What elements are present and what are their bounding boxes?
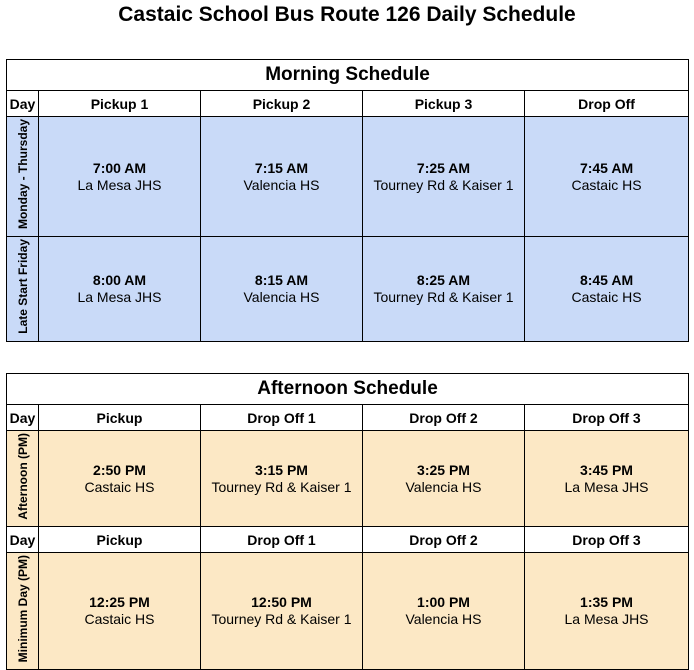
column-header: Drop Off 2	[363, 405, 525, 431]
stop-time: 2:50 PM	[93, 461, 146, 478]
schedule-cell	[525, 237, 689, 342]
schedule-cell	[201, 237, 363, 342]
stop-time: 7:15 AM	[254, 159, 309, 176]
day-label: Afternoon (PM)	[15, 432, 30, 520]
column-header-day: Day	[7, 91, 39, 117]
schedule-cell	[363, 553, 525, 670]
column-header: Drop Off 1	[201, 527, 363, 553]
schedule-cell	[525, 431, 689, 527]
schedule-cell	[363, 117, 525, 237]
stop-location: Castaic HS	[571, 176, 642, 193]
day-label: Minimum Day (PM)	[15, 554, 30, 663]
stop-location: Valencia HS	[405, 611, 482, 627]
table-row	[7, 553, 689, 670]
column-header: Drop Off 3	[525, 527, 689, 553]
day-cell	[7, 117, 39, 237]
column-header-day: Day	[7, 405, 39, 431]
stop-time: 3:45 PM	[580, 461, 633, 478]
stop-location: Tourney Rd & Kaiser 1	[373, 176, 514, 193]
stop-location: Castaic HS	[84, 478, 155, 495]
column-header: Drop Off 3	[525, 405, 689, 431]
stop-time: 8:45 AM	[579, 272, 634, 288]
stop-location: La Mesa JHS	[564, 611, 649, 627]
schedule-cell	[525, 117, 689, 237]
stop-time: 8:25 AM	[416, 272, 471, 288]
schedule-cell	[201, 553, 363, 670]
stop-location: La Mesa JHS	[77, 176, 162, 193]
column-header: Drop Off 2	[363, 527, 525, 553]
stop-location: La Mesa JHS	[77, 289, 162, 305]
stop-time: 8:00 AM	[92, 272, 147, 288]
day-label: Late Start Friday	[15, 239, 30, 334]
column-header: Pickup 3	[363, 91, 525, 117]
day-cell	[7, 553, 39, 670]
schedule-cell	[201, 117, 363, 237]
schedule-cell	[39, 553, 201, 670]
column-header: Pickup 1	[39, 91, 201, 117]
stop-time: 7:25 AM	[416, 159, 471, 176]
afternoon-schedule-table	[6, 373, 689, 670]
stop-time: 12:25 PM	[89, 594, 150, 610]
day-cell	[7, 431, 39, 527]
stop-time: 12:50 PM	[251, 594, 312, 610]
day-label: Monday - Thursday	[15, 118, 30, 229]
stop-location: Valencia HS	[243, 289, 320, 305]
stop-location: Valencia HS	[405, 478, 482, 495]
table-row	[7, 431, 689, 527]
schedule-cell	[39, 237, 201, 342]
stop-time: 7:00 AM	[92, 159, 147, 176]
schedule-cell	[39, 117, 201, 237]
afternoon-schedule-heading: Afternoon Schedule	[7, 374, 689, 405]
column-header: Pickup	[39, 405, 201, 431]
stop-time: 1:00 PM	[417, 594, 470, 610]
stop-time: 3:15 PM	[255, 461, 308, 478]
morning-schedule-heading: Morning Schedule	[7, 60, 689, 91]
column-header: Pickup 2	[201, 91, 363, 117]
stop-time: 3:25 PM	[417, 461, 470, 478]
page-title: Castaic School Bus Route 126 Daily Schedule	[118, 3, 576, 26]
stop-time: 8:15 AM	[254, 272, 309, 288]
stop-location: Tourney Rd & Kaiser 1	[211, 478, 352, 495]
stop-location: Valencia HS	[243, 176, 320, 193]
column-header: Drop Off	[525, 91, 689, 117]
stop-location: Tourney Rd & Kaiser 1	[211, 611, 352, 627]
stop-location: Tourney Rd & Kaiser 1	[373, 289, 514, 305]
stop-time: 7:45 AM	[579, 159, 634, 176]
column-header: Pickup	[39, 527, 201, 553]
column-header-day: Day	[7, 527, 39, 553]
table-row	[7, 237, 689, 342]
stop-time: 1:35 PM	[580, 594, 633, 610]
schedule-cell	[525, 553, 689, 670]
table-row	[7, 117, 689, 237]
stop-location: La Mesa JHS	[564, 478, 649, 495]
schedule-cell	[39, 431, 201, 527]
column-header: Drop Off 1	[201, 405, 363, 431]
day-cell	[7, 237, 39, 342]
stop-location: Castaic HS	[84, 611, 155, 627]
morning-schedule-table	[6, 59, 689, 342]
schedule-cell	[363, 237, 525, 342]
stop-location: Castaic HS	[571, 289, 642, 305]
schedule-cell	[363, 431, 525, 527]
schedule-cell	[201, 431, 363, 527]
